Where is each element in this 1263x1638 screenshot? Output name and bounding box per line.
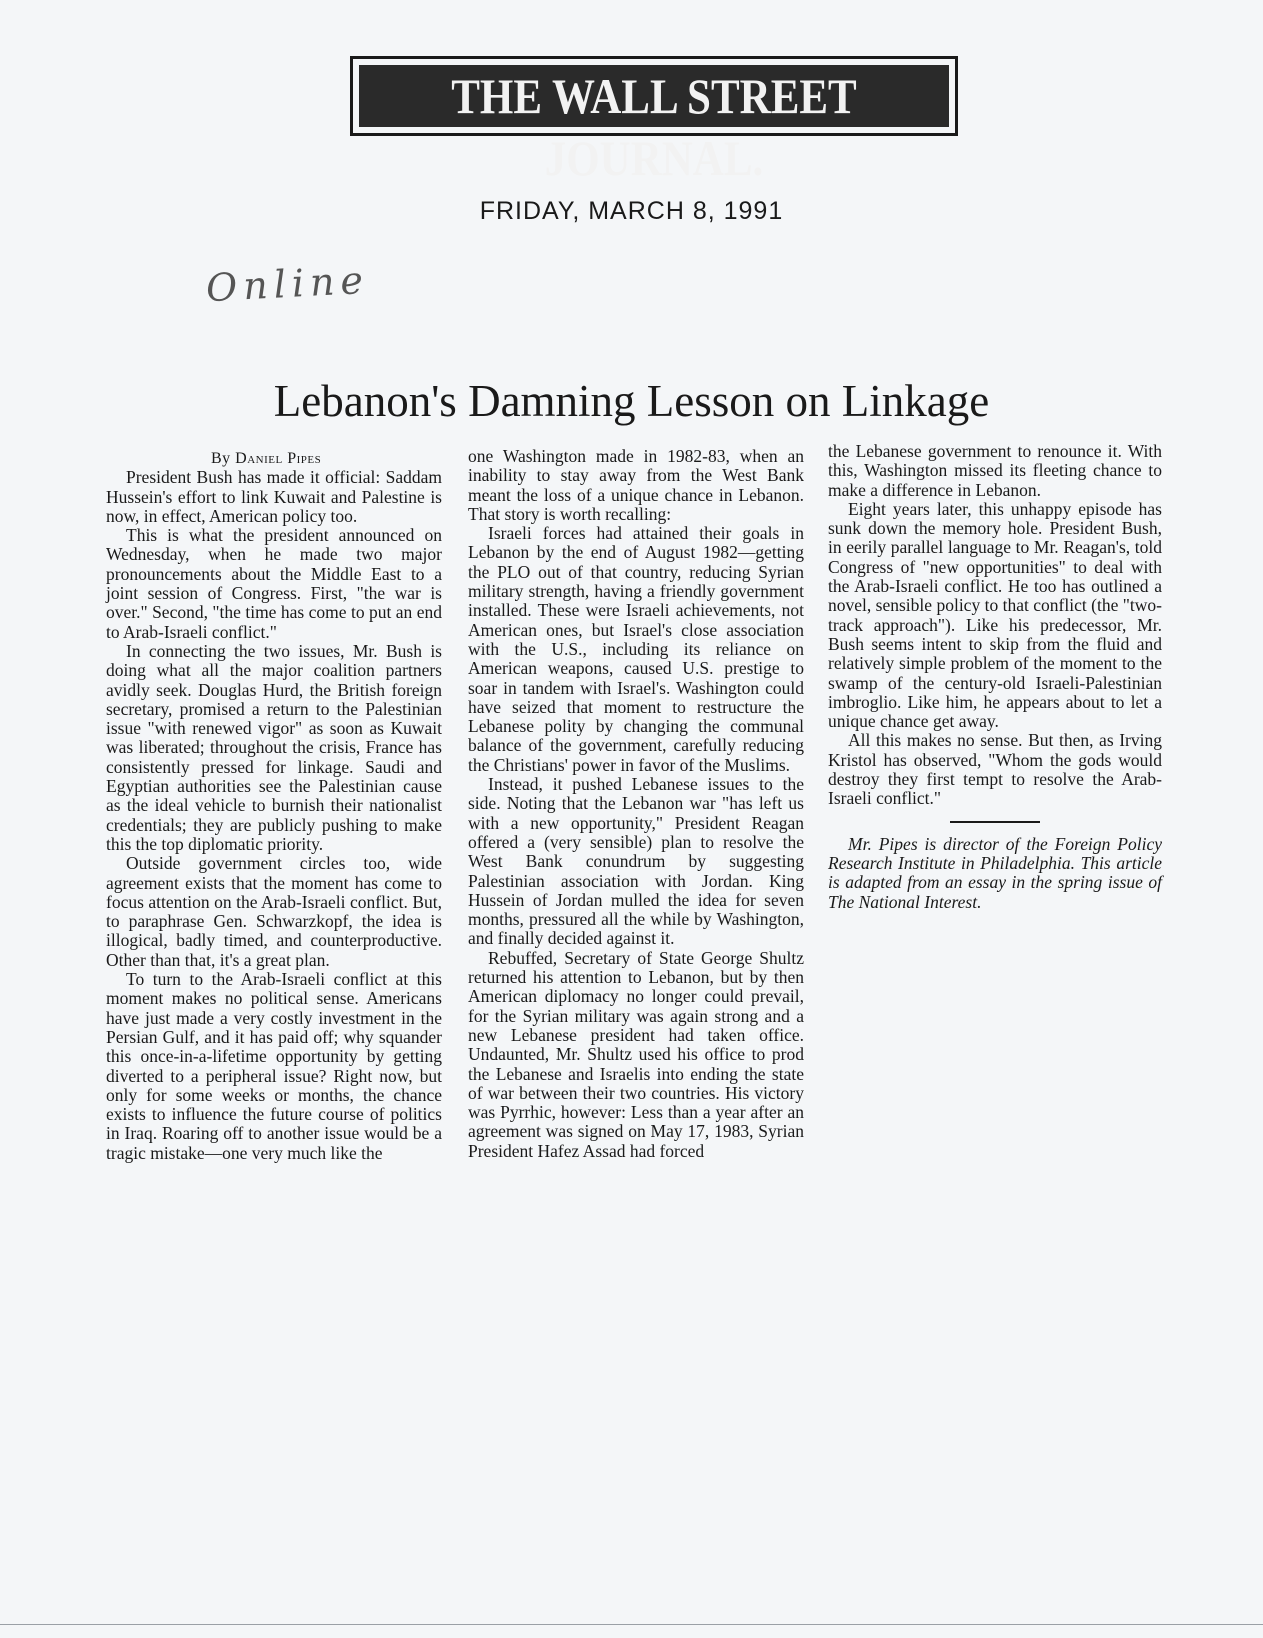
author-bio: Mr. Pipes is director of the Foreign Policy Research Institute in Philadelphia. This article is adapted from an essay in the spring issue of The National Interest. (828, 833, 1162, 912)
masthead-text: THE WALL STREET JOURNAL. (451, 68, 857, 186)
paragraph: one Washington made in 1982-83, when an inability to stay away from the West Bank meant the loss of a unique chance in Lebanon. That story is worth recalling: (468, 446, 804, 524)
paragraph: This is what the president announced on Wednesday, when he made two major pronouncements about the Middle East to a joint session of Congress. First, "the war is over." Second, "the time has come to put an end to Arab-Israeli conflict." (106, 525, 442, 642)
paragraph: Israeli forces had attained their goals in Lebanon by the end of August 1982—getting the PLO out of that country, reducing Syrian military strength, having a friendly government installed. These were Israeli achievements, not American ones, but Israel's close association with the U.S., including its reliance on American weapons, caused U.S. prestige to soar in tandem with Israel's. Washington could have seized that moment to restructure the Lebanese polity by changing the communal balance of the government, carefully reducing the Christians' power in favor of the Muslims. (468, 523, 804, 775)
paragraph: Instead, it pushed Lebanese issues to the side. Noting that the Lebanon war "has left us with a new opportunity," President Reagan offered a (very sensible) plan to resolve the West Bank conundrum by suggesting Palestinian association with Jordan. King Hussein of Jordan mulled the idea for seven months, pressured all the while by Washington, and finally decided against it. (468, 774, 804, 949)
byline-author: Daniel Pipes (235, 450, 322, 467)
masthead-box (350, 56, 958, 186)
paragraph: Rebuffed, Secretary of State George Shultz returned his attention to Lebanon, but by then American diplomacy no longer could prevail, for the Syrian military was again strong and a new Lebanese president had taken office. Undaunted, Mr. Shultz used his office to prod the Lebanese and Israelis into ending the state of war between their two countries. His victory was Pyrrhic, however: Less than a year after an agreement was signed on May 17, 1983, Syrian President Hafez Assad had forced (468, 947, 804, 1161)
article-column-2 (468, 447, 804, 1161)
paragraph: the Lebanese government to renounce it. With this, Washington missed its fleeting chance to make a difference in Lebanon. (828, 441, 1162, 500)
divider-rule (950, 821, 1040, 823)
paragraph: In connecting the two issues, Mr. Bush is doing what all the major coalition partners avidly seek. Douglas Hurd, the British foreign secretary, promised a return to the Palestinian issue "with renewed vigor" as soon as Kuwait was liberated; throughout the crisis, France has consistently pressed for linkage. Saudi and Egyptian authorities see the Palestinian cause as the ideal vehicle to burnish their nationalist credentials; they are publicly pushing to make this the top diplomatic priority. (106, 640, 442, 854)
byline (106, 449, 442, 468)
paragraph: President Bush has made it official: Saddam Hussein's effort to link Kuwait and Palestine is now, in effect, American policy too. (106, 467, 442, 526)
byline-prefix: By (211, 450, 236, 467)
paragraph: Eight years later, this unhappy episode has sunk down the memory hole. President Bush, in eerily parallel language to Mr. Reagan's, told Congress of "new opportunities" to deal with the Arab-Israeli conflict. He too has outlined a novel, sensible policy to that conflict (the "two-track approach"). Like his predecessor, Mr. Bush seems intent to skip from the fluid and relatively simple problem of the moment to the swamp of the century-old Israeli-Palestinian imbroglio. Like him, he appears about to let a unique chance get away. (828, 498, 1162, 732)
masthead-title (359, 65, 949, 186)
paragraph: Outside government circles too, wide agreement exists that the moment has come to focus attention on the Arab-Israeli conflict. But, to paraphrase Gen. Schwarzkopf, the idea is illogical, badly timed, and counterproductive. Other than that, it's a great plan. (106, 853, 442, 970)
article-column-3 (828, 442, 1162, 912)
article-column-1 (106, 449, 442, 1163)
dateline: FRIDAY, MARCH 8, 1991 (479, 197, 784, 225)
page-bottom-edge (0, 1624, 1263, 1625)
handwritten-note: Online (204, 257, 370, 311)
headline: Lebanon's Damning Lesson on Linkage (273, 376, 990, 426)
paragraph: To turn to the Arab-Israeli conflict at this moment makes no political sense. Americans have just made a very costly investment in the Persian Gulf, and it has paid off; why squander this once-in-a-lifetime opportunity by getting diverted to a peripheral issue? Right now, but only for some weeks or months, the chance exists to influence the future course of politics in Iraq. Roaring off to another issue would be a tragic mistake—one very much like the (106, 969, 442, 1163)
paragraph: All this makes no sense. But then, as Irving Kristol has observed, "Whom the gods would destroy they first tempt to resolve the Arab-Israeli conflict." (828, 730, 1162, 809)
